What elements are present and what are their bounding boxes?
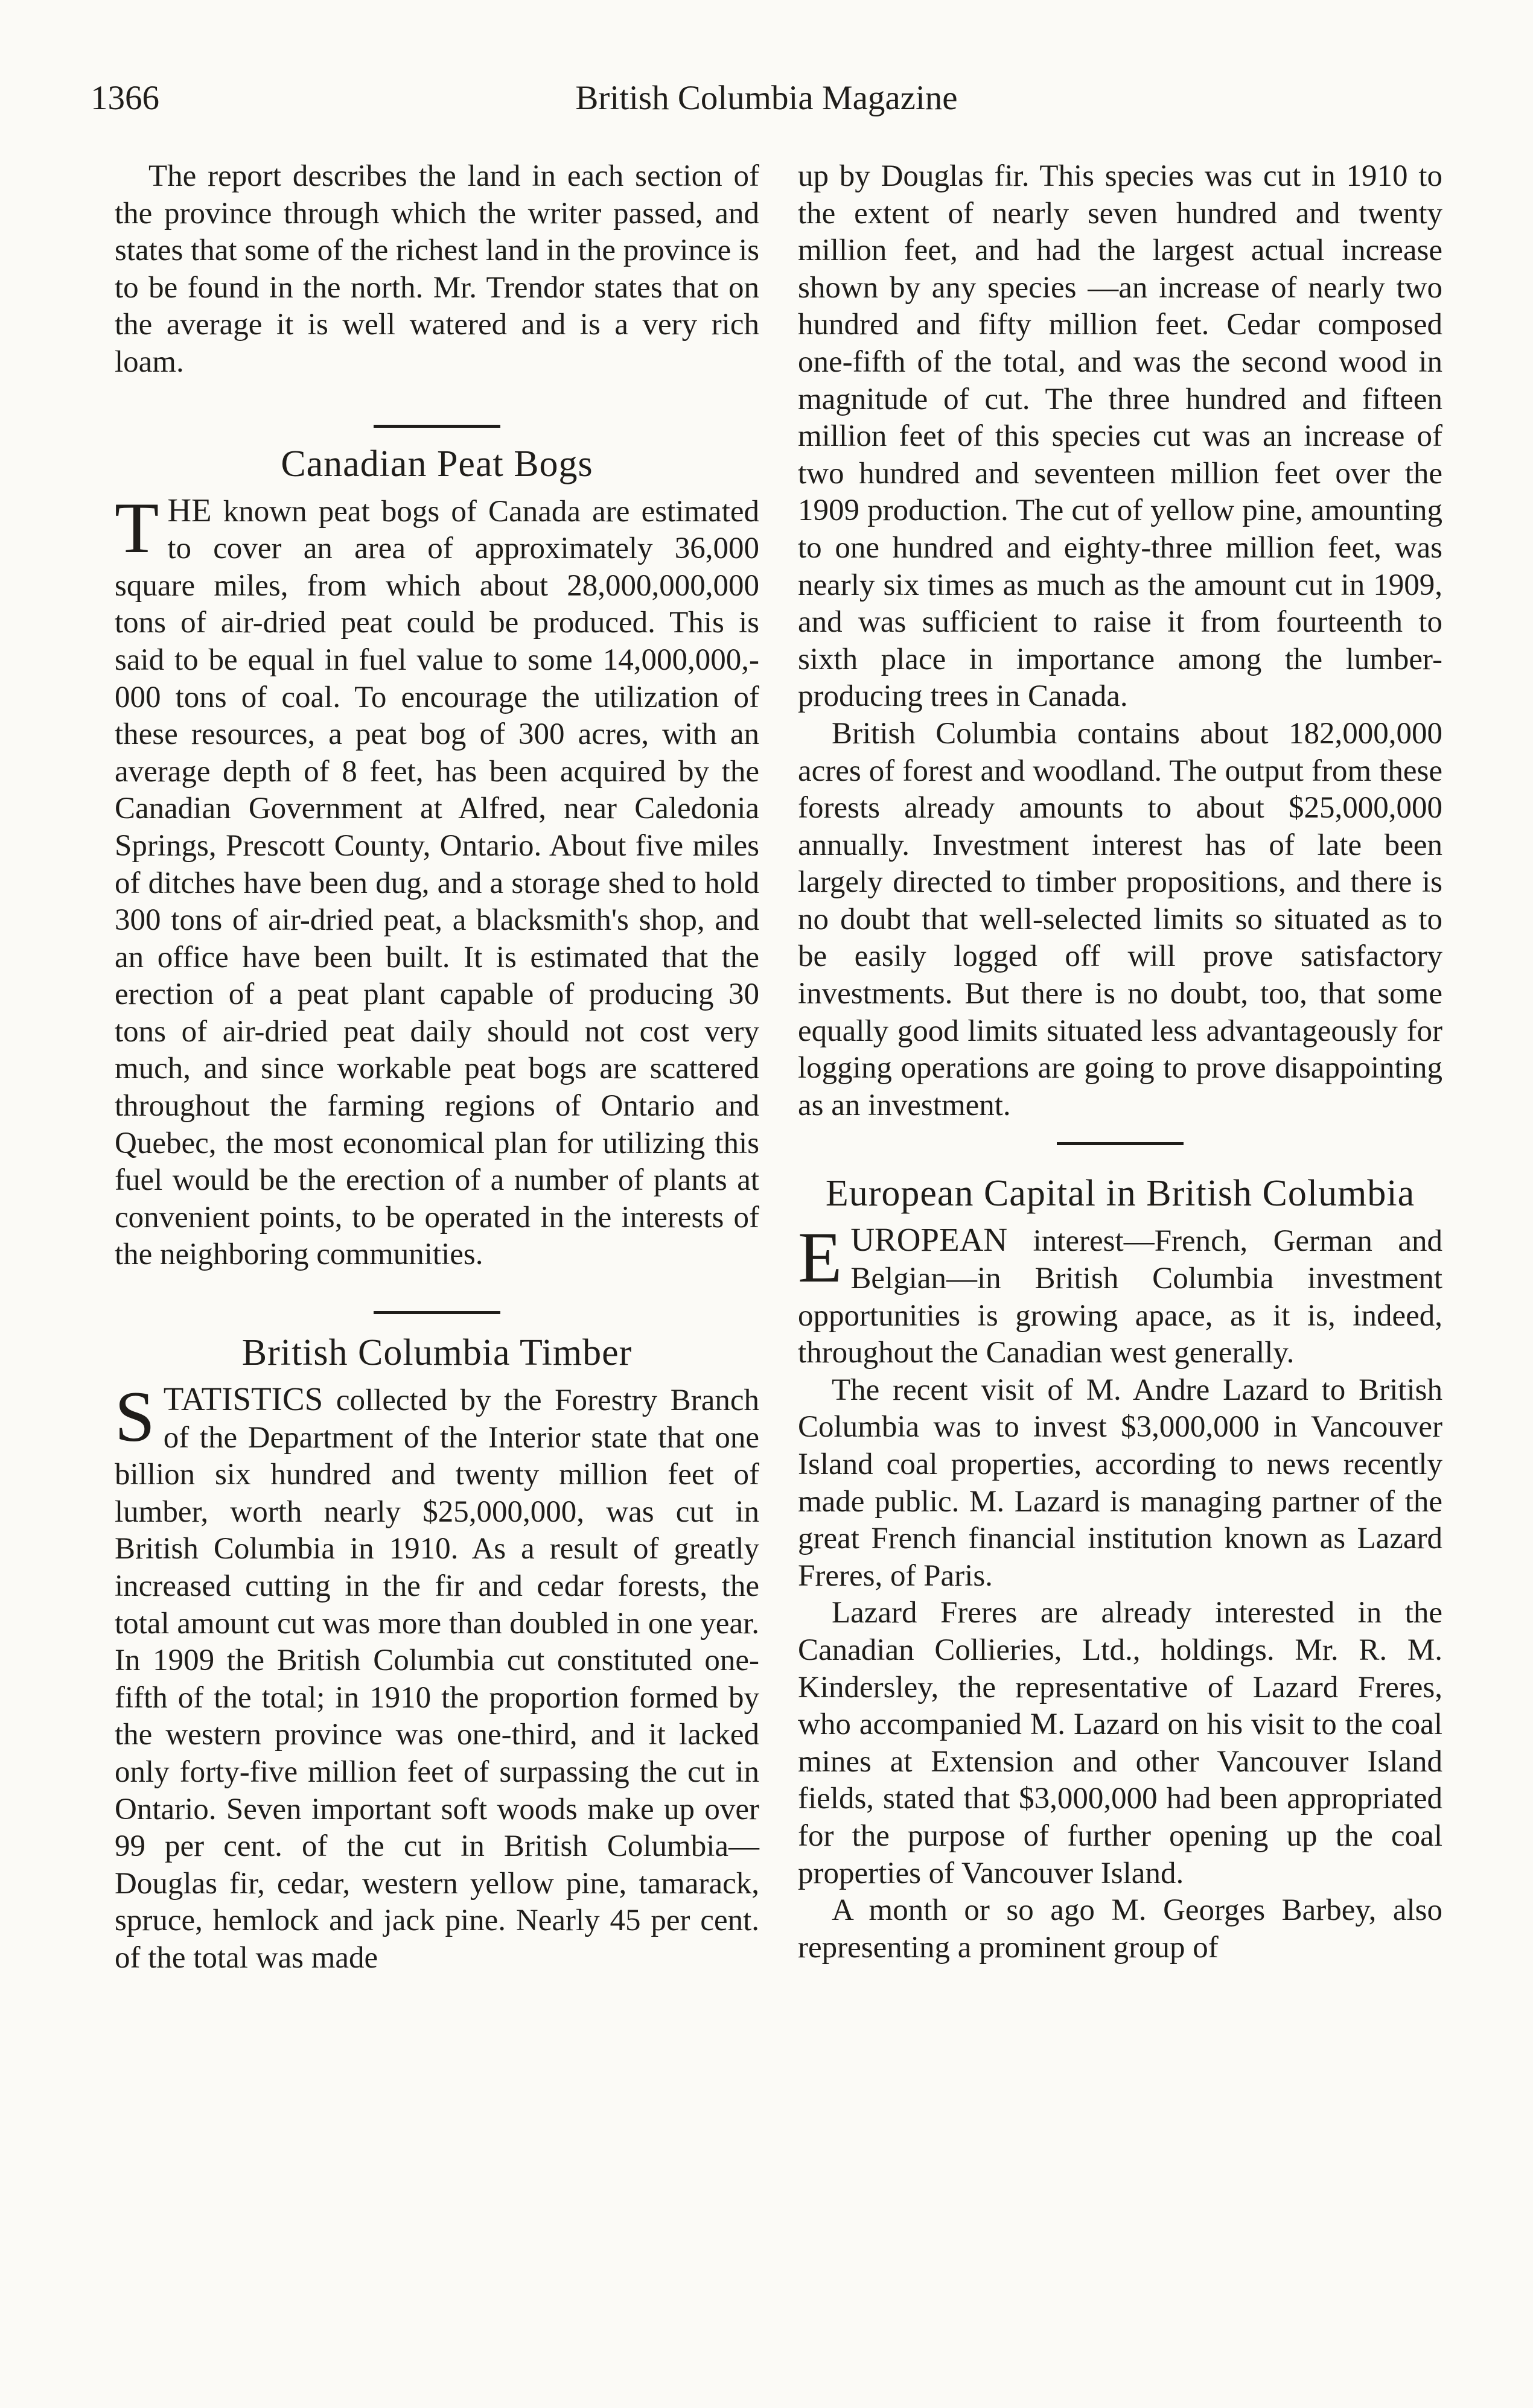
forest-paragraph: British Columbia contains about 182,000,000 acres of forest and woodland. The output from these forests already amounts to about $25,000,000 annually. Investment interest has of late been largely directed to timber propositions, and there is no doubt that well-selected limits so situated as to be easily logged off will prove satisfactory investments. But there is no doubt, too, that some equally good limits situated less advantageously for logging operations are going to prove disappointing as an investment.: [798, 716, 1442, 1122]
drop-cap: S: [115, 1376, 155, 1457]
drop-cap: T: [115, 487, 159, 568]
paragraph-body: interest—French, German and Belgian—in British Columbia investment opportunities is growing apace, as it is, indeed, throughout the Canadian west generally.: [798, 1224, 1442, 1370]
lazard-freres-paragraph: Lazard Freres are already interested in the Canadian Collieries, Ltd., holdings. Mr. R. M. Kindersley, the representative of Lazard Freres, who accompanied M. Lazard on his visit to the coal mines at Extension and other Vancouver Island fields, stated that $3,000,000 had been appropriated for the purpose of further opening up the coal properties of Vancouver Island.: [798, 1596, 1442, 1890]
right-column: [798, 158, 1442, 1966]
lead-in: UROPEAN: [850, 1221, 1008, 1259]
paragraph-body: collected by the Forestry Branch of the Department of the Interior state that one billion six hundred and twenty million feet of lumber, worth nearly $25,000,000, was cut in British Columbia in 1910. As a result of greatly increased cutting in the fir and cedar forests, the total amount cut was more than doubled in one year. In 1909 the British Columbia cut constituted one-fifth of the total; in 1910 the proportion formed by the western province was one-third, and it lacked only forty-five million feet of surpassing the cut in Ontario. Seven important soft woods make up over 99 per cent. of the cut in British Columbia—Douglas fir, cedar, western yellow pine, tamarack, spruce, hemlock and jack pine. Nearly 45 per cent. of the total was made: [115, 1383, 759, 1975]
lead-in: HE: [167, 491, 212, 529]
lead-in: TATISTICS: [163, 1380, 323, 1418]
paragraph-body: known peat bogs of Canada are estimated to cover an area of approximately 36,000 square miles, from which about 28,000,000,000 tons of air-dried peat could be produced. This is said to be equal in fuel value to some 14,000,000,000 tons of coal. To encourage the utilization of these resources, a peat bog of 300 acres, with an average depth of 8 feet, has been acquired by the Canadian Government at Alfred, near Caledonia Springs, Prescott County, Ontario. About five miles of ditches have been dug, and a storage shed to hold 300 tons of air-dried peat, a blacksmith's shop, and an office have been built. It is estimated that the erection of a peat plant capable of producing 30 tons of air-dried peat daily should not cost very much, and since workable peat bogs are scattered throughout the farming regions of Ontario and Quebec, the most economical plan for utilizing this fuel would be the erection of a number of plants at convenient points, to be operated in the interests of the neighboring communities.: [115, 494, 759, 1272]
timber-continued-paragraph: up by Douglas fir. This species was cut in 1910 to the extent of nearly seven hundred and twenty million feet, and had the largest actual increase shown by any species —an increase of nearly two hundred and fifty million feet. Cedar composed one-fifth of the total, and was the second wood in magnitude of cut. The three hundred and fifteen million feet of this species cut was an increase of two hundred and seventeen million feet over the 1909 production. The cut of yellow pine, amounting to one hundred and eighty-three million feet, was nearly six times as much as the amount cut in 1909, and was sufficient to raise it from fourteenth to sixth place in importance among the lumber-producing trees in Canada.: [798, 159, 1442, 714]
peat-bogs-paragraph: [115, 487, 759, 1274]
barbey-paragraph: A month or so ago M. Georges Barbey, also representing a prominent group of: [798, 1893, 1442, 1965]
european-paragraph: [798, 1217, 1442, 1371]
section-divider: [374, 425, 500, 428]
section-divider: [374, 1311, 500, 1314]
lazard-visit-paragraph: The recent visit of M. Andre Lazard to British Columbia was to invest $3,000,000 in Vancouver Island coal properties, according to news recently made public. M. Lazard is managing partner of the great French financial institution known as Lazard Freres, of Paris.: [798, 1373, 1442, 1593]
intro-paragraph: The report describes the land in each section of the province through which the writer passed, and states that some of the richest land in the province is to be found in the north. Mr. Trendor states that on the average it is well watered and is a very rich loam.: [115, 159, 759, 379]
heading-european-capital: European Capital in British Columbia: [825, 1173, 1415, 1215]
page-number: 1366: [91, 79, 159, 117]
left-column: [115, 158, 759, 1977]
section-divider: [1057, 1142, 1184, 1145]
magazine-title: British Columbia Magazine: [575, 79, 958, 117]
timber-paragraph: [115, 1376, 759, 1977]
heading-canadian-peat-bogs: Canadian Peat Bogs: [281, 443, 593, 484]
running-head: [91, 71, 1442, 125]
drop-cap: E: [798, 1217, 843, 1298]
heading-british-columbia-timber: British Columbia Timber: [241, 1332, 633, 1374]
